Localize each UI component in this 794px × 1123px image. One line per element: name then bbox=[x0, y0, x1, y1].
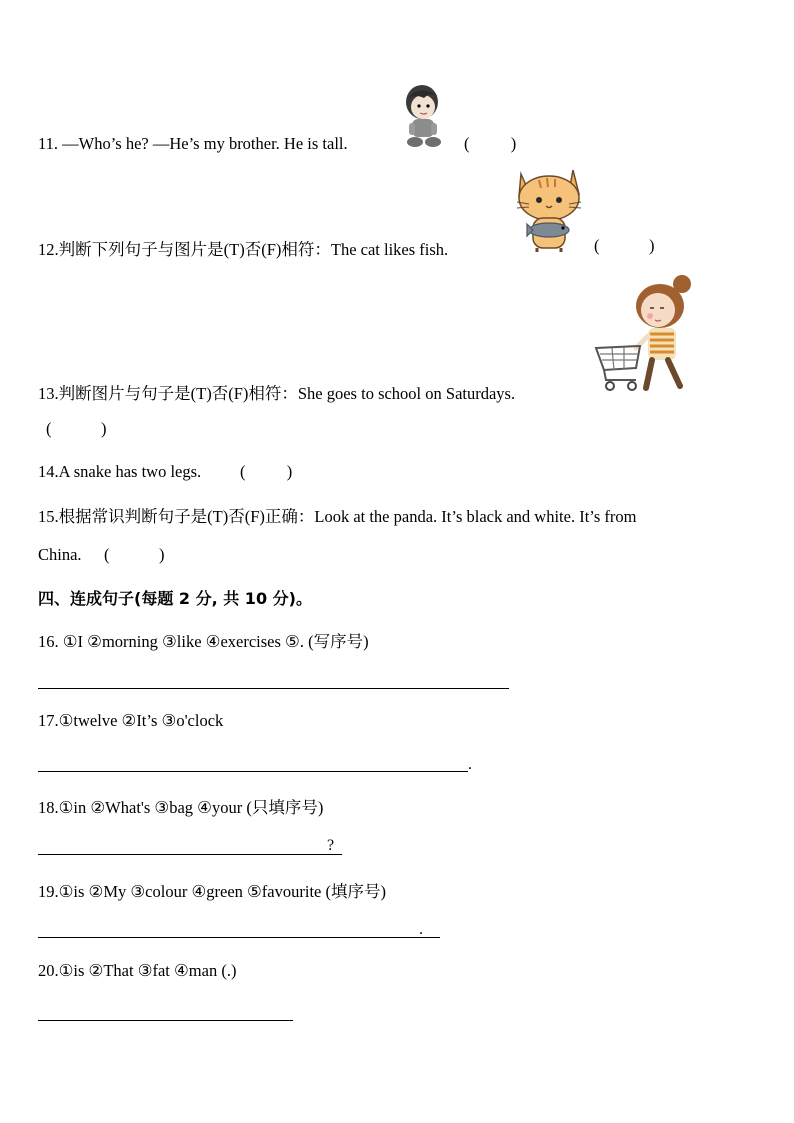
section-4-heading: 四、连成句子(每题 2 分, 共 10 分)。 bbox=[38, 589, 312, 608]
answer-blank-13[interactable]: ( ) bbox=[46, 419, 107, 438]
answer-blank-11[interactable]: ( ) bbox=[464, 134, 517, 153]
question-16-text: 16. ①I ②morning ③like ④exercises ⑤. (写序号) bbox=[38, 632, 369, 651]
answer-19-period: . bbox=[419, 921, 423, 938]
answer-17-period: . bbox=[468, 756, 472, 773]
question-12-text: 12.判断下列句子与图片是(T)否(F)相符：The cat likes fish. bbox=[38, 240, 449, 259]
question-11-text: 11. —Who’s he? —He’s my brother. He is tall. bbox=[38, 134, 348, 153]
question-14-text: 14.A snake has two legs. bbox=[38, 462, 202, 481]
boy-picture bbox=[398, 82, 450, 150]
answer-line-19[interactable] bbox=[38, 937, 440, 938]
question-17-text: 17.①twelve ②It’s ③o'clock bbox=[38, 711, 224, 730]
answer-line-18[interactable] bbox=[38, 854, 342, 855]
answer-blank-14[interactable]: ( ) bbox=[240, 462, 293, 481]
answer-line-20[interactable] bbox=[38, 1020, 293, 1021]
question-18-text: 18.①in ②What's ③bag ④your (只填序号) bbox=[38, 798, 324, 817]
girl-shopping-cart-picture bbox=[592, 270, 700, 394]
question-19-text: 19.①is ②My ③colour ④green ⑤favourite (填序号) bbox=[38, 882, 386, 901]
answer-18-question-mark: ? bbox=[327, 837, 335, 854]
answer-blank-12[interactable]: ( ) bbox=[594, 236, 655, 255]
answer-blank-15[interactable]: ( ) bbox=[104, 545, 165, 564]
answer-line-17[interactable] bbox=[38, 771, 468, 772]
question-20-text: 20.①is ②That ③fat ④man (.) bbox=[38, 961, 237, 980]
question-15-text-line1: 15.根据常识判断句子是(T)否(F)正确：Look at the panda. It’s black and white. It’s from bbox=[38, 507, 637, 526]
answer-line-16[interactable] bbox=[38, 688, 509, 689]
cat-with-fish-picture bbox=[513, 162, 585, 254]
question-15-text-line2: China. bbox=[38, 545, 82, 564]
question-13-text: 13.判断图片与句子是(T)否(F)相符：She goes to school on Saturdays. bbox=[38, 384, 516, 403]
